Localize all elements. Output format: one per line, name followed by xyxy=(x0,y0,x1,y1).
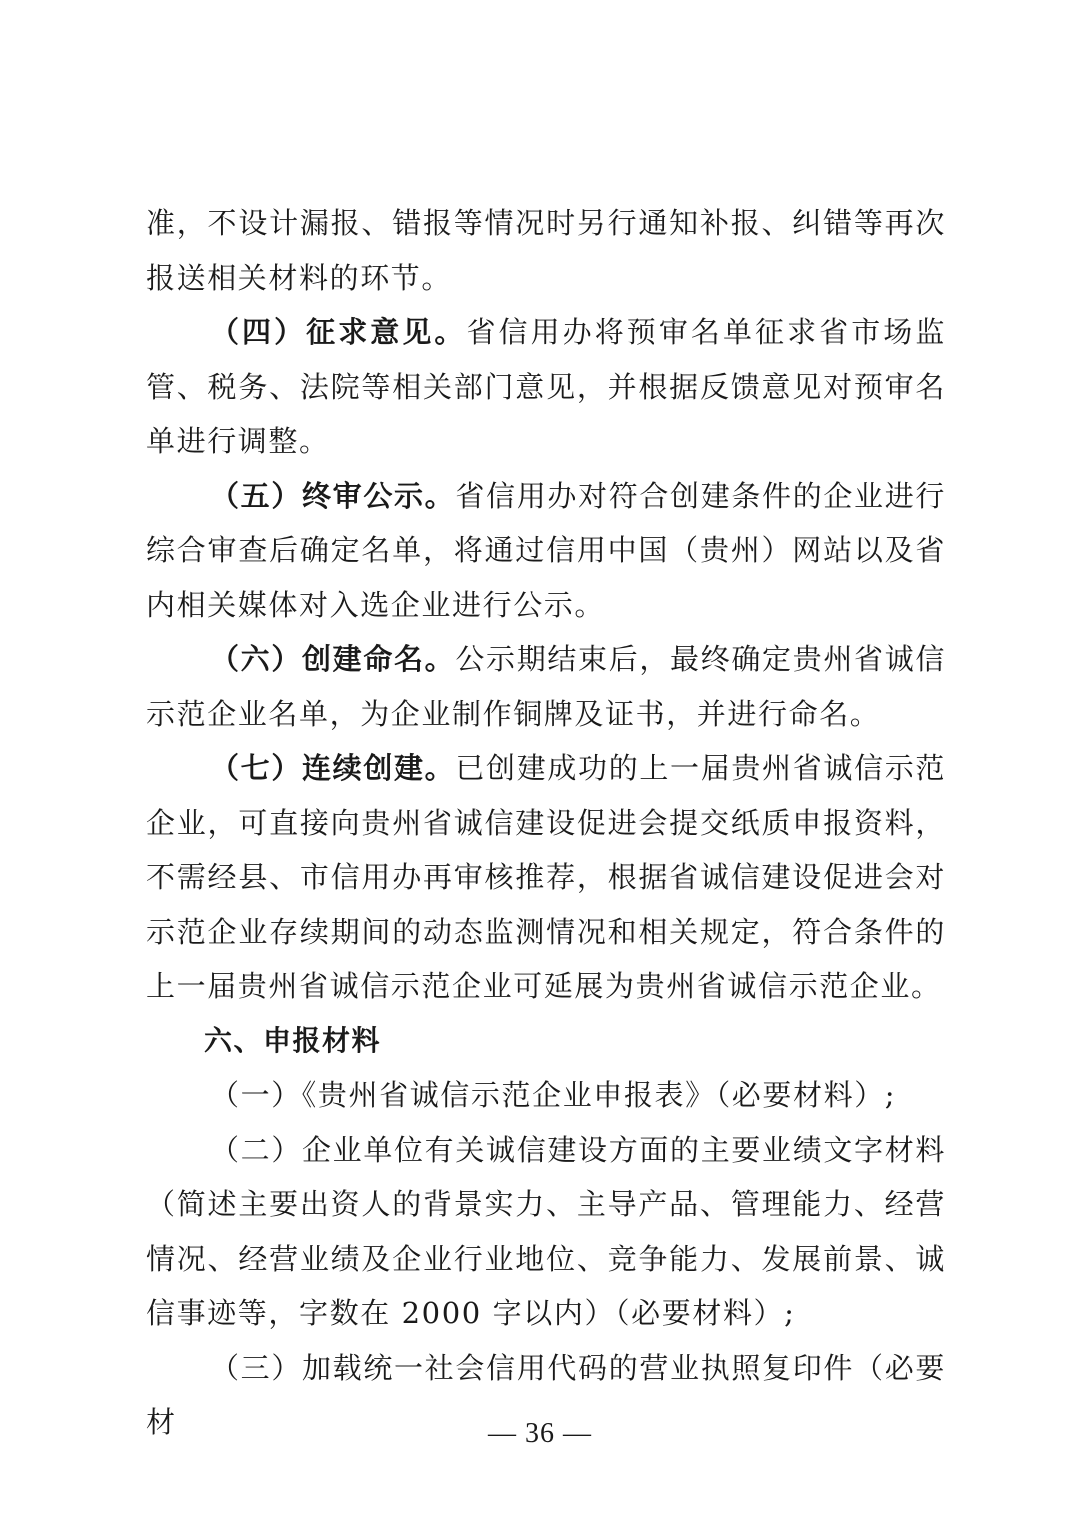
list-item-application-form: （一）《贵州省诚信示范企业申报表》（必要材料）; xyxy=(210,1078,897,1112)
paragraph-final-review xyxy=(146,469,946,633)
paragraph-naming xyxy=(146,632,946,741)
paragraph-text: 已创建成功的上一届贵州省诚信示范企业，可直接向贵州省诚信建设促进会提交纸质申报资料，不需经县、市信用办再审核推荐，根据省诚信建设促进会对示范企业存续期间的动态监测情况和相关规定，符合条件的上一届贵州省诚信示范企业可延展为贵州省诚信示范企业。 xyxy=(146,751,946,1003)
paragraph-text: 公示期结束后，最终确定贵州省诚信示范企业名单，为企业制作铜牌及证书，并进行命名。 xyxy=(146,642,946,731)
paragraph-text: 省信用办对符合创建条件的企业进行综合审查后确定名单，将通过信用中国（贵州）网站以及省内相关媒体对入选企业进行公示。 xyxy=(146,478,946,622)
section-heading: 六、申报材料 xyxy=(204,1023,382,1057)
paragraph-lead: （六）创建命名。 xyxy=(210,642,456,676)
paragraph-continuation xyxy=(146,196,946,305)
paragraph-continuous-creation xyxy=(146,741,946,1014)
paragraph-text: 省信用办将预审名单征求省市场监管、税务、法院等相关部门意见，并根据反馈意见对预审名单进行调整。 xyxy=(146,315,946,458)
paragraph-solicit-opinions xyxy=(146,305,946,469)
paragraph-lead: （四）征求意见。 xyxy=(210,315,467,349)
paragraph-lead: （五）终审公示。 xyxy=(210,478,456,513)
page-number: — 36 — xyxy=(488,1418,592,1449)
list-item-performance-materials: （二）企业单位有关诚信建设方面的主要业绩文字材料（简述主要出资人的背景实力、主导产品、管理能力、经营情况、经营业绩及企业行业地位、竞争能力、发展前景、诚信事迹等，字数在 2000 字以内）（必要材料）; xyxy=(146,1132,946,1330)
list-item-business-license: （三）加载统一社会信用代码的营业执照复印件（必要材 xyxy=(146,1350,946,1439)
paragraph-text: 准，不设计漏报、错报等情况时另行通知补报、纠错等再次报送相关材料的环节。 xyxy=(146,206,946,295)
document-body xyxy=(146,196,946,1450)
paragraph-lead: （七）连续创建。 xyxy=(210,751,456,785)
